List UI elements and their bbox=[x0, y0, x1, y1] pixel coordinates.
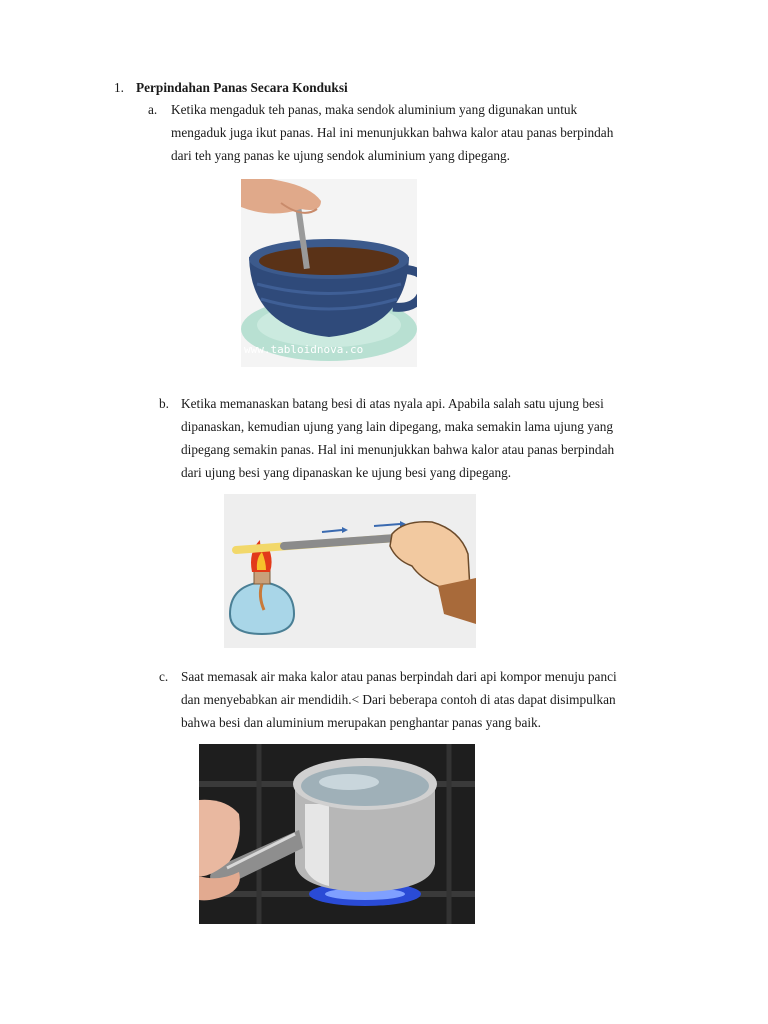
item-a-line: Ketika mengaduk teh panas, maka sendok aluminium yang digunakan untuk bbox=[171, 102, 578, 117]
item-b-line: Ketika memanaskan batang besi di atas nyala api. Apabila salah satu ujung besi bbox=[181, 396, 604, 411]
item-b-line: dari ujung besi yang dipanaskan ke ujung besi yang dipegang. bbox=[181, 465, 512, 480]
item-b-marker: b. bbox=[159, 396, 169, 411]
item-c-line: dan menyebabkan air mendidih.< Dari beberapa contoh di atas dapat disimpulkan bbox=[181, 692, 616, 707]
iron-rod-image bbox=[224, 494, 476, 648]
item-a-marker: a. bbox=[148, 102, 158, 117]
item-c-line: Saat memasak air maka kalor atau panas berpindah dari api kompor menuju panci bbox=[181, 669, 617, 684]
pot-stove-image bbox=[199, 744, 475, 924]
tea-cup-image bbox=[241, 179, 417, 367]
item-a-text bbox=[171, 98, 613, 167]
item-b-line: dipanaskan, kemudian ujung yang lain dipegang, maka semakin lama ujung yang bbox=[181, 419, 614, 434]
item-c-line: bahwa besi dan aluminium merupakan penghantar panas yang baik. bbox=[181, 715, 542, 730]
section-number: 1. bbox=[114, 80, 124, 95]
watermark-text: www.tabloidnova.co bbox=[244, 343, 364, 356]
item-c-marker: c. bbox=[159, 669, 169, 684]
item-a-line: mengaduk juga ikut panas. Hal ini menunjukkan bahwa kalor atau panas berpindah bbox=[171, 125, 614, 140]
item-a-line: dari teh yang panas ke ujung sendok aluminium yang dipegang. bbox=[171, 148, 510, 163]
item-c-text bbox=[181, 665, 617, 734]
item-b-text bbox=[181, 392, 614, 484]
item-b-line: dipegang semakin panas. Hal ini menunjukkan bahwa kalor atau panas berpindah bbox=[181, 442, 615, 457]
section-title: Perpindahan Panas Secara Konduksi bbox=[136, 80, 348, 95]
